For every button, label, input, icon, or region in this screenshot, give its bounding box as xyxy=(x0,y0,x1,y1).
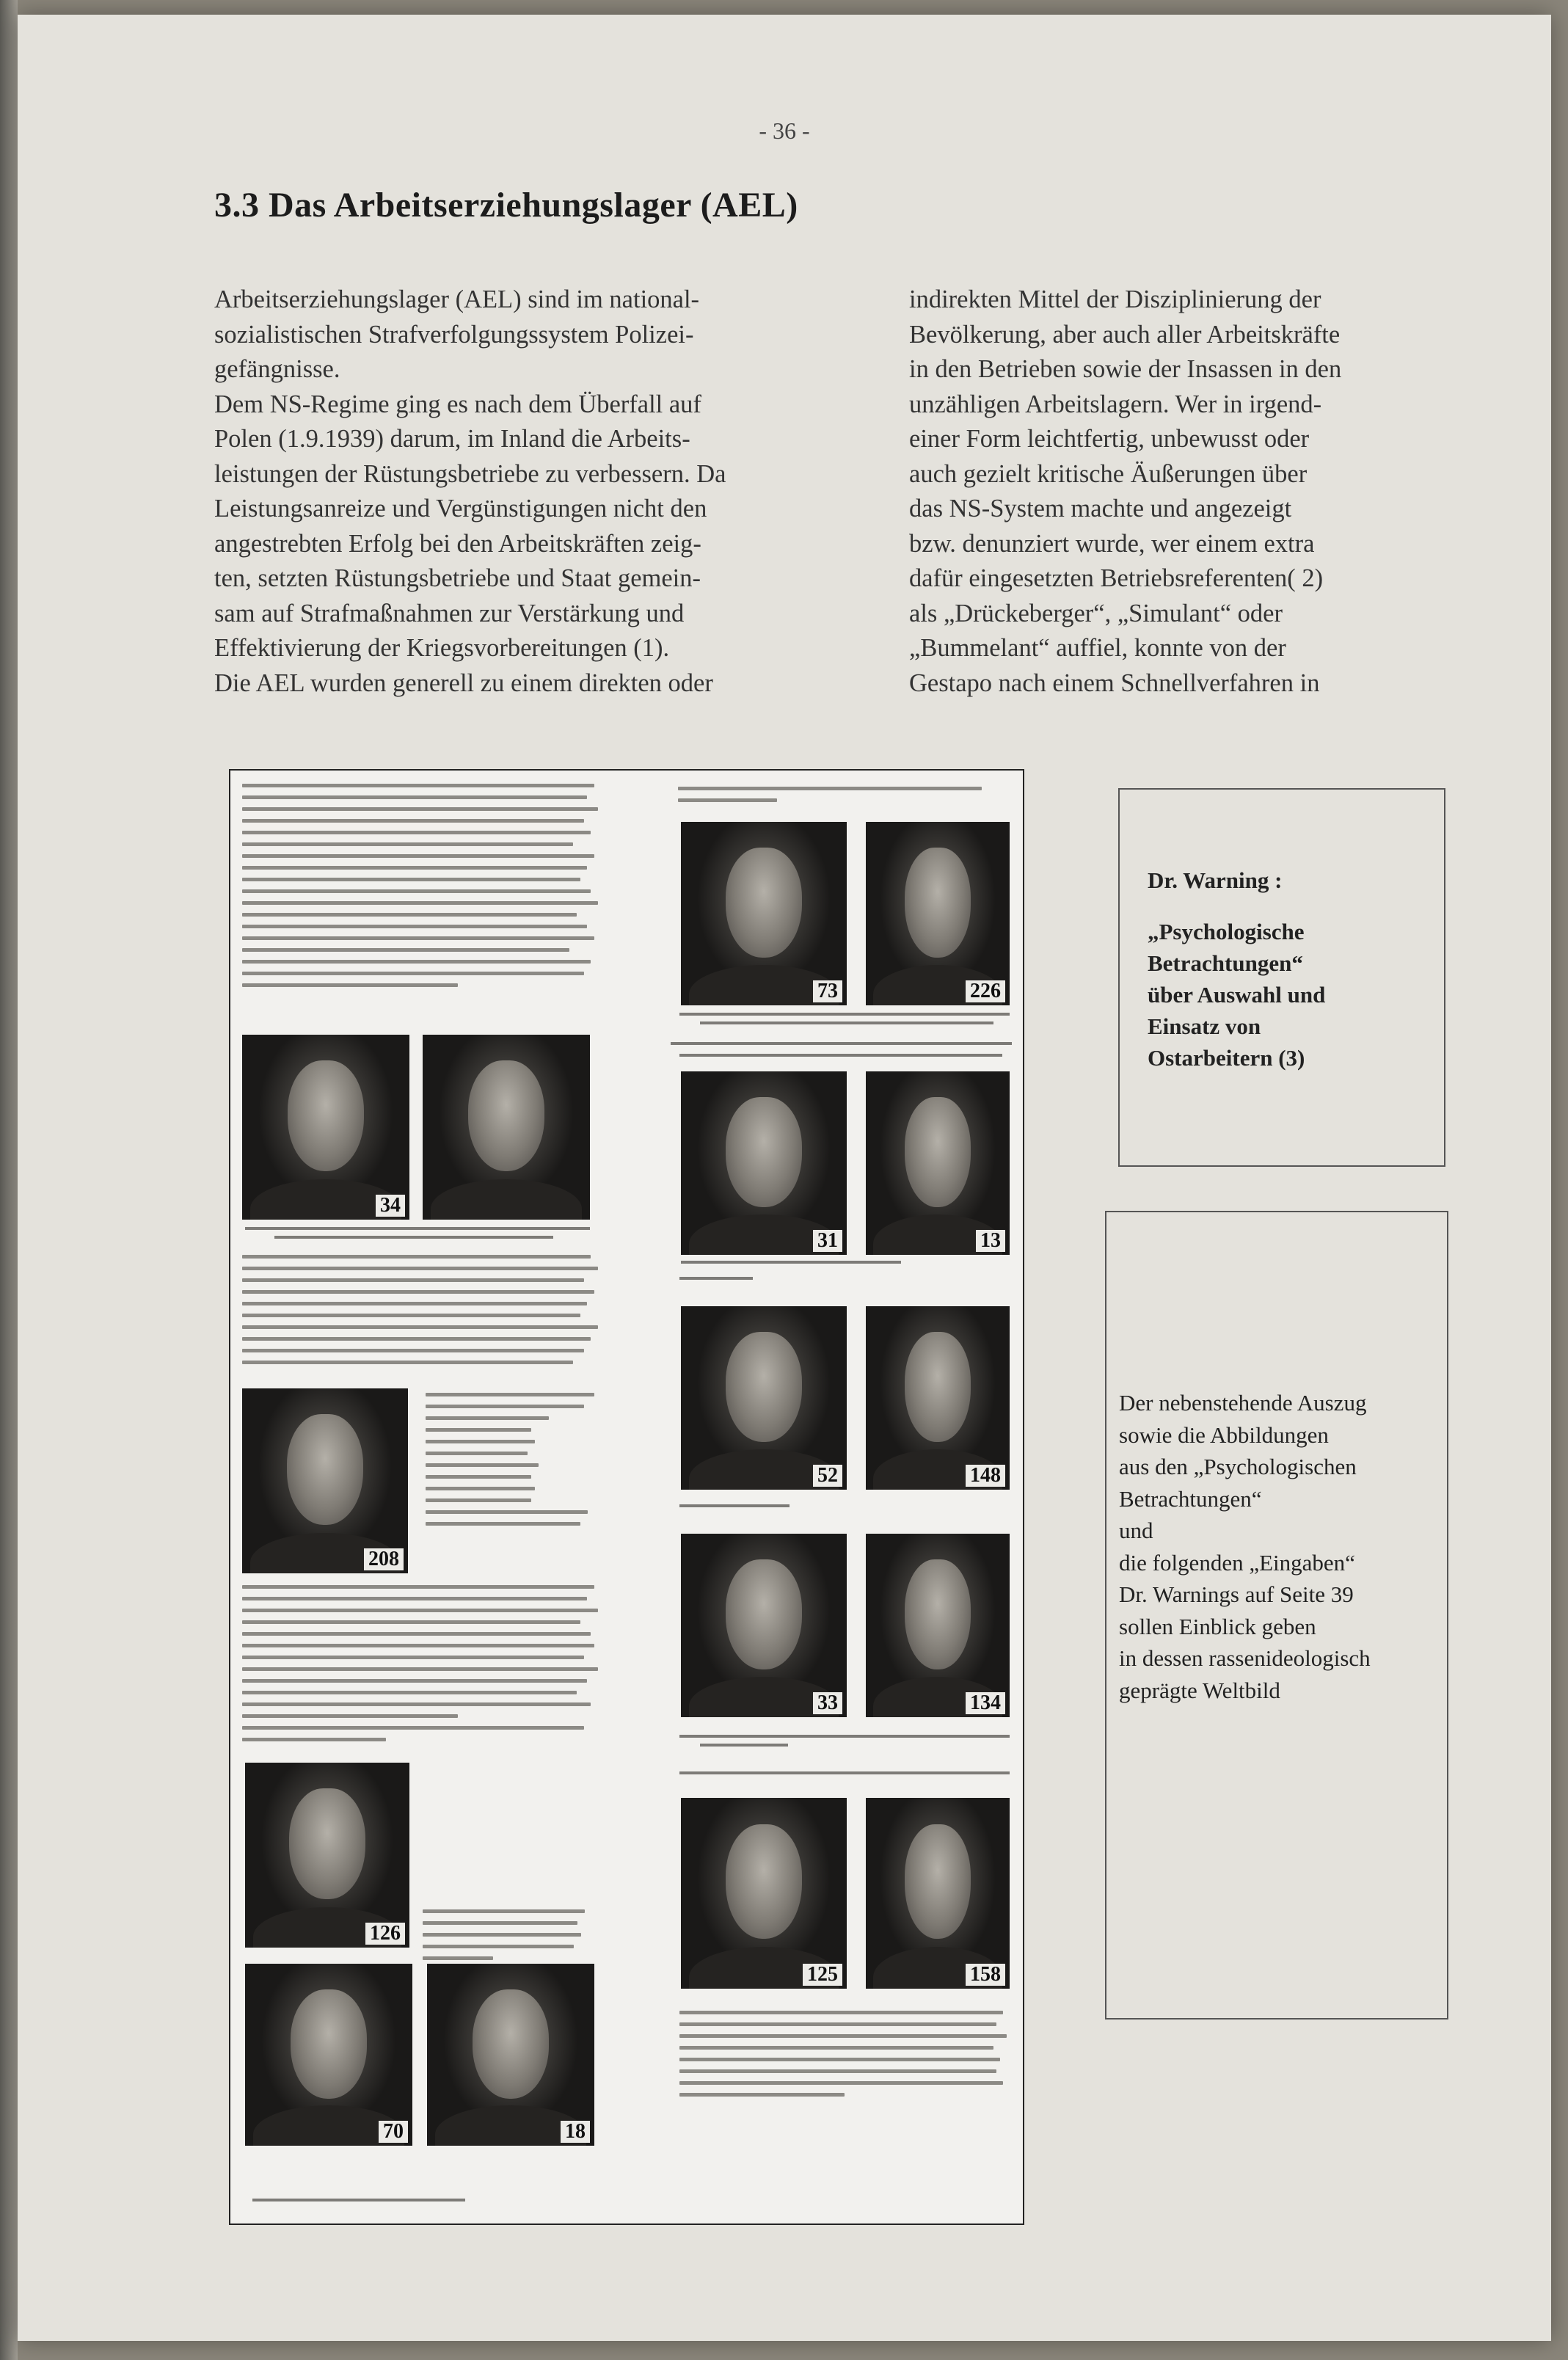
text-line: dafür eingesetzten Betriebsreferenten( 2) xyxy=(909,564,1324,592)
box-line: Einsatz von xyxy=(1148,1013,1261,1039)
photo-number: 158 xyxy=(966,1964,1005,1986)
text-line: sozialistischen Strafverfolgungssystem Polizei- xyxy=(214,320,694,349)
box-title: Dr. Warning : xyxy=(1148,867,1283,893)
box-line: Betrachtungen“ xyxy=(1119,1485,1262,1512)
box-line: Betrachtungen“ xyxy=(1148,950,1303,976)
text-line: Polen (1.9.1939) darum, im Inland die Arbeits- xyxy=(214,425,690,453)
photo-caption xyxy=(252,2199,465,2201)
scan-text-block xyxy=(426,1393,602,1534)
box-line: aus den „Psychologischen xyxy=(1119,1454,1357,1479)
portrait-photo xyxy=(681,822,847,1005)
box-text xyxy=(1148,916,1325,1074)
box-line: die folgenden „Eingaben“ xyxy=(1119,1549,1355,1576)
box-line: und xyxy=(1119,1518,1153,1543)
portrait-photo xyxy=(681,1534,847,1717)
text-line: Arbeitserziehungslager (AEL) sind im national- xyxy=(214,285,700,313)
box-line: geprägte Weltbild xyxy=(1119,1677,1280,1703)
scan-text-block xyxy=(678,787,1008,810)
info-box-warning-title xyxy=(1118,788,1445,1167)
photo-caption xyxy=(679,1771,1010,1774)
photo-caption xyxy=(679,1277,753,1280)
box-line: sollen Einblick geben xyxy=(1119,1613,1316,1639)
box-line: sowie die Abbildungen xyxy=(1119,1421,1329,1448)
text-line: sam auf Strafmaßnahmen zur Verstärkung und xyxy=(214,599,685,627)
portrait-photo xyxy=(681,1071,847,1255)
photo-number: 226 xyxy=(966,980,1005,1002)
portrait-photo xyxy=(866,1534,1010,1717)
text-line: Gestapo nach einem Schnellverfahren in xyxy=(909,669,1320,697)
text-line: indirekten Mittel der Disziplinierung der xyxy=(909,285,1321,313)
text-line: Effektivierung der Kriegsvorbereitungen (1). xyxy=(214,634,670,662)
portrait-photo xyxy=(242,1388,408,1573)
text-line: ten, setzten Rüstungsbetriebe und Staat gemein- xyxy=(214,564,701,592)
portrait-photo xyxy=(427,1964,594,2146)
text-line: das NS-System machte und angezeigt xyxy=(909,495,1292,522)
text-line: leistungen der Rüstungsbetriebe zu verbessern. Da xyxy=(214,459,726,488)
portrait-photo xyxy=(866,1071,1010,1255)
portrait-photo xyxy=(245,1763,409,1948)
section-heading: 3.3 Das Arbeitserziehungslager (AEL) xyxy=(214,186,798,225)
photo-number: 148 xyxy=(966,1465,1005,1487)
photo-number: 13 xyxy=(976,1230,1005,1252)
photo-number: 70 xyxy=(379,2121,408,2143)
box-text xyxy=(1119,1387,1371,1706)
page-number: - 36 - xyxy=(759,117,810,144)
photo-number: 31 xyxy=(813,1230,842,1252)
text-line: in den Betrieben sowie der Insassen in den xyxy=(909,355,1342,383)
photo-number: 125 xyxy=(803,1964,842,1986)
photo-caption xyxy=(679,1013,1010,1016)
portrait-photo xyxy=(423,1035,590,1220)
left-text-column xyxy=(214,283,823,701)
box-line: Dr. Warnings auf Seite 39 xyxy=(1119,1581,1354,1607)
box-line: in dessen rassenideologisch xyxy=(1119,1645,1371,1671)
text-line: einer Form leichtfertig, unbewusst oder xyxy=(909,425,1310,453)
photo-caption xyxy=(700,1021,993,1024)
photo-caption xyxy=(700,1744,788,1747)
photo-number: 134 xyxy=(966,1692,1005,1714)
photo-caption xyxy=(679,1735,1010,1738)
text-line: gefängnisse. xyxy=(214,355,340,383)
text-line: Leistungsanreize und Vergünstigungen nicht den xyxy=(214,495,707,522)
box-line: über Auswahl und xyxy=(1148,982,1326,1008)
photo-caption xyxy=(274,1236,553,1239)
page-edge-shadow xyxy=(0,0,18,2360)
photo-number: 18 xyxy=(561,2121,590,2143)
text-line: Die AEL wurden generell zu einem direkten oder xyxy=(214,669,713,697)
text-line: unzähligen Arbeitslagern. Wer in irgend- xyxy=(909,390,1322,418)
scan-text-block xyxy=(242,1255,602,1372)
box-line: „Psychologische xyxy=(1148,919,1305,944)
text-line: Bevölkerung, aber auch aller Arbeitskräfte xyxy=(909,320,1341,349)
text-line: bzw. denunziert wurde, wer einem extra xyxy=(909,529,1315,558)
text-line: als „Drückeberger“, „Simulant“ oder xyxy=(909,599,1283,627)
photo-caption xyxy=(679,1504,790,1507)
box-line: Ostarbeitern (3) xyxy=(1148,1045,1305,1071)
portrait-photo xyxy=(866,1798,1010,1989)
right-text-column xyxy=(909,283,1518,701)
portrait-photo xyxy=(866,1306,1010,1490)
photo-number: 33 xyxy=(813,1692,842,1714)
portrait-photo xyxy=(866,822,1010,1005)
portrait-photo xyxy=(245,1964,412,2146)
scan-text-block xyxy=(242,1585,602,1749)
photo-number: 208 xyxy=(364,1548,404,1570)
portrait-photo xyxy=(242,1035,409,1220)
photo-number: 126 xyxy=(365,1923,405,1945)
photo-number: 52 xyxy=(813,1465,842,1487)
info-box-note xyxy=(1105,1211,1448,2020)
photo-caption xyxy=(245,1227,590,1230)
photo-caption xyxy=(671,1042,1012,1045)
photo-caption xyxy=(679,1054,1002,1057)
text-line: angestrebten Erfolg bei den Arbeitskräften zeig- xyxy=(214,529,701,558)
photo-number: 73 xyxy=(813,980,842,1002)
photo-number: 34 xyxy=(376,1195,405,1217)
text-line: Dem NS-Regime ging es nach dem Überfall auf xyxy=(214,390,701,418)
portrait-photo xyxy=(681,1798,847,1989)
box-line: Der nebenstehende Auszug xyxy=(1119,1390,1367,1416)
book-page xyxy=(18,15,1551,2341)
scan-text-block xyxy=(679,2011,1010,2105)
photo-caption xyxy=(681,1261,901,1264)
scan-text-block xyxy=(242,784,602,995)
text-line: auch gezielt kritische Äußerungen über xyxy=(909,459,1308,488)
portrait-photo xyxy=(681,1306,847,1490)
scan-text-block xyxy=(423,1909,599,1968)
scanned-document-excerpt xyxy=(229,769,1024,2225)
text-line: „Bummelant“ auffiel, konnte von der xyxy=(909,634,1286,662)
